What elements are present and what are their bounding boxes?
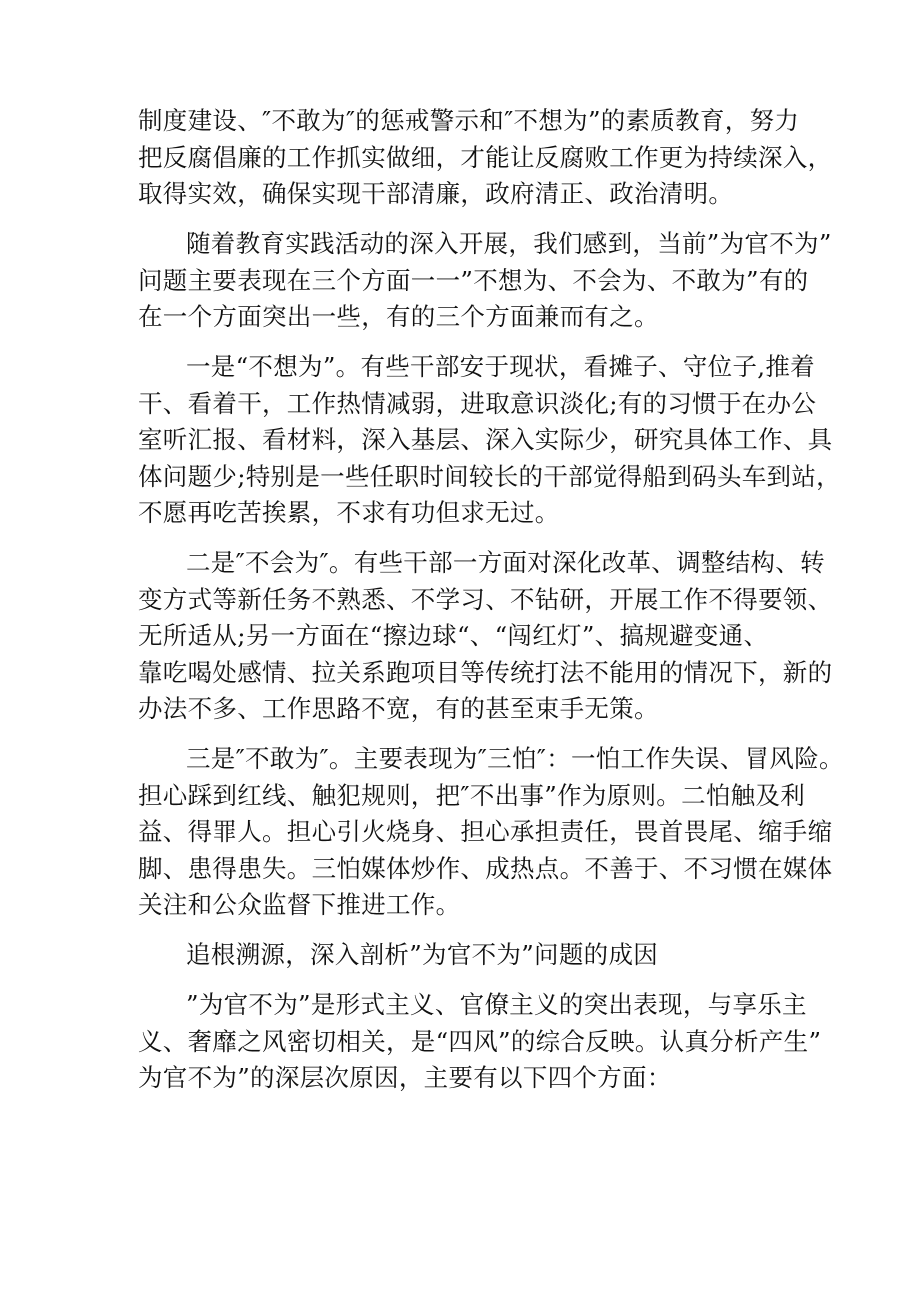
text-line: 干、看着干，工作热情减弱，进取意识淡化;有的习惯于在办公: [138, 388, 817, 418]
text-line: 随着教育实践活动的深入开展，我们感到，当前”为官不为”: [186, 229, 832, 258]
text-line: 义、奢靡之风密切相关，是“四风”的综合反映。认真分析产生”: [138, 1026, 822, 1056]
text-line: 一是“不想为”。有些干部安于现状，看摊子、守位子,推着: [186, 352, 815, 381]
text-line: 室听汇报、看材料，深入基层、深入实际少，研究具体工作、具: [138, 425, 833, 454]
text-line: 二是″不会为″。有些干部一方面对深化改革、调整结构、转: [186, 548, 825, 577]
text-line: 取得实效，确保实现干部清廉，政府清正、政治清明。: [138, 179, 734, 208]
text-line: 制度建设、″不敢为″的惩戒警示和″不想为”的素质教育，努力: [138, 106, 800, 135]
text-line: 关注和公众监督下推进工作。: [138, 890, 461, 919]
section-heading-root-causes: [138, 937, 798, 974]
paragraph-not-dare-to-act: [138, 741, 844, 924]
text-line: 问题主要表现在三个方面一一”不想为、不会为、不敢为”有的: [138, 265, 809, 295]
text-line: 办法不多、工作思路不宽，有的甚至束手无策。: [138, 694, 659, 723]
text-line: 为官不为”的深层次原因，主要有以下四个方面：: [138, 1063, 672, 1092]
text-line: 体问题少;特别是一些任职时间较长的干部觉得船到码头车到站，: [138, 461, 841, 491]
paragraph-education-supervision: [138, 103, 833, 213]
text-line: 三是″不敢为″。主要表现为″三怕″：一怕工作失误、冒风险。: [186, 744, 844, 773]
text-line: 担心踩到红线、触犯规则，把″不出事”作为原则。二怕触及利: [138, 780, 806, 810]
text-line: 把反腐倡廉的工作抓实做细，才能让反腐败工作更为持续深入，: [138, 142, 833, 172]
heading-line: 追根溯源，深入剖析”为官不为”问题的成因: [186, 940, 659, 969]
text-line: 变方式等新任务不熟悉、不学习、不钻研，开展工作不得要领、: [138, 584, 833, 614]
text-line: 靠吃喝处感情、拉关系跑项目等传统打法不能用的情况下，新的: [138, 657, 833, 687]
text-line: 无所适从;另一方面在“擦边球“、“闯红灯”、搞规避变通、: [138, 621, 769, 650]
text-line: 在一个方面突出一些，有的三个方面兼而有之。: [138, 302, 659, 331]
paragraph-three-aspects: [138, 226, 832, 336]
text-line: 不愿再吃苦挨累，不求有功但求无过。: [138, 498, 560, 527]
text-line: 益、得罪人。担心引火烧身、担心承担责任，畏首畏尾、缩手缩: [138, 817, 833, 846]
text-line: 脚、患得患失。三怕媒体炒作、成热点。不善于、不习惯在媒体: [138, 853, 833, 883]
document-body: [138, 103, 844, 1097]
text-line: ”为官不为”是形式主义、官僚主义的突出表现，与享乐主: [186, 990, 807, 1019]
paragraph-not-able-to-act: [138, 545, 833, 728]
paragraph-not-want-to-act: [138, 349, 841, 532]
paragraph-causes-intro: [138, 987, 822, 1097]
